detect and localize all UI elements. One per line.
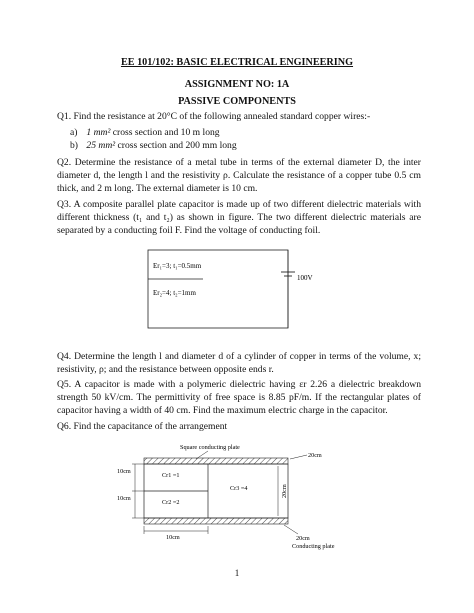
item-value: 1 mm² — [86, 127, 111, 138]
item-text: cross section and 200 mm long — [115, 140, 237, 151]
item-value: 25 mm² — [86, 140, 116, 151]
left-dim-bottom-label: 10cm — [117, 495, 131, 502]
top-dim-label: 20cm — [308, 452, 322, 459]
top-plate — [144, 458, 288, 464]
bottom-plate-leader — [284, 525, 298, 534]
question-1-item-a — [70, 126, 220, 139]
question-5: Q5. A capacitor is made with a polymeric dielectric having εr 2.26 a dielectric breakdown strength 50 kV/cm. The permittivity of free space is 8.85 pF/m. If the rectangular plates of capacitor having a width of 40 cm. Find the maximum electric charge in the capacitor. — [57, 379, 421, 417]
bottom-dim2-label: 20cm — [296, 535, 310, 542]
dielectric-1-label: Cr1 =1 — [162, 472, 180, 479]
layer-2-label: Er₂=4; t₂=1mm — [153, 289, 196, 297]
capacitor-figure — [140, 246, 340, 332]
question-4: Q4. Determine the length l and diameter d of a cylinder of copper in terms of the volume, x; resistivity, ρ; and the resistance between opposite ends r. — [57, 351, 421, 376]
voltage-label: 100V — [297, 274, 313, 282]
bottom-dim-label: 10cm — [166, 534, 180, 541]
question-6: Q6. Find the capacitance of the arrangement — [57, 421, 228, 432]
item-text: cross section and 10 m long — [110, 127, 220, 138]
question-3: Q3. A composite parallel plate capacitor is made up of two different dielectric materials with different thickness (t₁ and t₂) as shown in figure. The two different dielectric materials are separated by a conducting foil F. Find the voltage of conducting foil. — [57, 199, 421, 237]
question-2: Q2. Determine the resistance of a metal tube in terms of the external diameter D, the inter diameter d, the length l and the resistivity ρ. Calculate the resistance of a copper tube 0.5 cm thick, and 2 m long. The external diameter is 10 cm. — [57, 157, 421, 195]
dielectric-3-label: Cr3 =4 — [230, 485, 248, 492]
top-dim-leader — [290, 455, 307, 459]
question-1: Q1. Find the resistance at 20°C of the following annealed standard copper wires:- — [57, 111, 371, 122]
layer-1-label: Er₁=3; t₁=0.5mm — [153, 262, 202, 270]
top-plate-label: Square conducting plate — [180, 444, 240, 451]
page-number: 1 — [234, 568, 240, 578]
course-title: EE 101/102: BASIC ELECTRICAL ENGINEERING — [120, 57, 354, 68]
item-marker: a) — [70, 127, 78, 138]
bottom-plate-label: Conducting plate — [292, 543, 335, 550]
left-dim-top-label: 10cm — [117, 468, 131, 475]
assignment-title: ASSIGNMENT NO: 1A — [184, 79, 290, 90]
item-marker: b) — [70, 140, 78, 151]
plate-arrangement-figure — [108, 440, 370, 558]
dielectric-2-label: Cr2 =2 — [162, 499, 180, 506]
question-1-item-b — [70, 139, 237, 152]
topic-title: PASSIVE COMPONENTS — [178, 96, 296, 107]
bottom-plate — [144, 518, 288, 524]
right-dim-label: 20cm — [281, 484, 288, 498]
